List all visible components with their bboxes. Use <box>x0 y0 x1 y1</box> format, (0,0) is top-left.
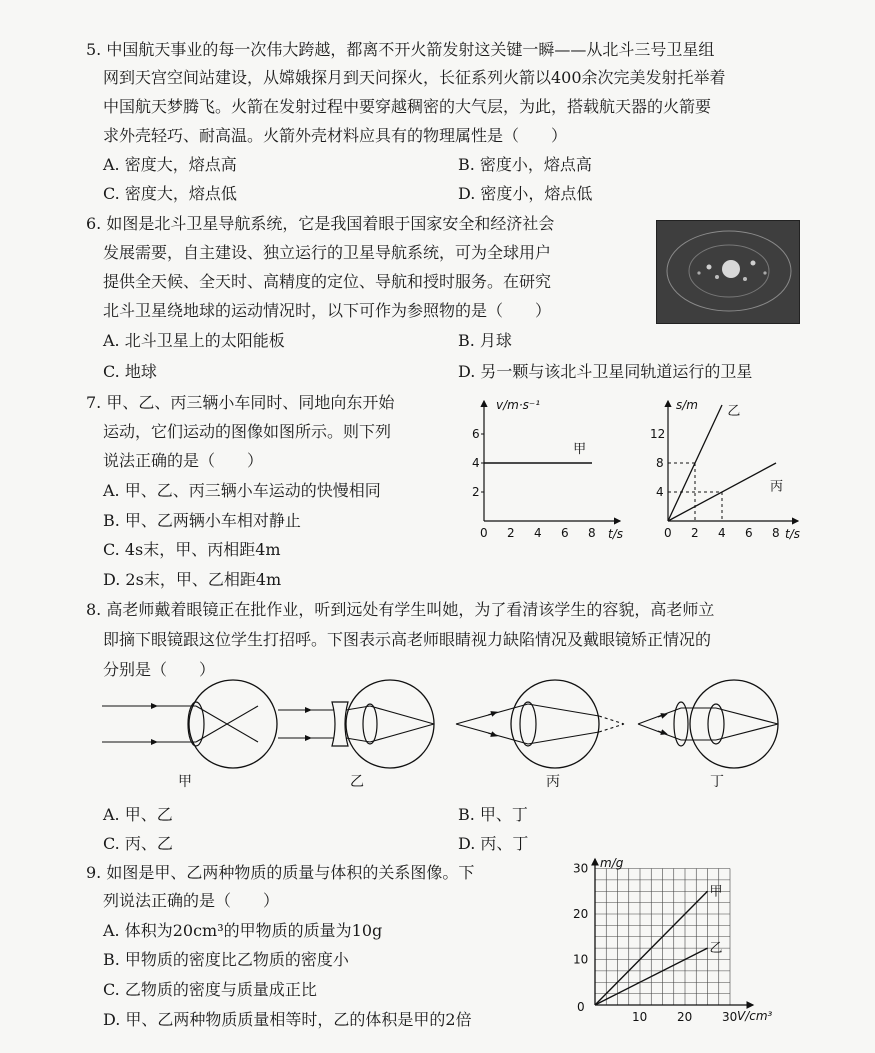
q8-line-1: 8. 高老师戴着眼镜正在批作业，听到远处有学生叫她，为了看清该学生的容貌，高老师立 <box>86 600 715 619</box>
vt-x-tick: 8 <box>588 526 596 540</box>
vt-ylabel: v/m·s⁻¹ <box>496 398 541 412</box>
st-series-label: 乙 <box>727 403 741 419</box>
vt-x-tick: 0 <box>480 526 488 540</box>
beidou-satellite-photo <box>656 220 800 324</box>
q7-line-3: 说法正确的是（ ） <box>103 451 264 470</box>
st-x-tick: 4 <box>718 526 726 540</box>
q6-option-b: B. 月球 <box>458 331 512 350</box>
vt-series-label: 甲 <box>573 442 587 457</box>
q5-line-1: 5. 中国航天事业的每一次伟大跨越，都离不开火箭发射这关键一瞬——从北斗三号卫星组 <box>86 40 715 59</box>
q8-option-a: A. 甲、乙 <box>103 805 173 824</box>
q8-line-2: 即摘下眼镜跟这位学生打招呼。下图表示高老师眼睛视力缺陷情况及戴眼镜矫正情况的 <box>103 630 712 649</box>
q8-line-3: 分别是（ ） <box>103 660 216 679</box>
q5-option-d: D. 密度小，熔点低 <box>458 184 593 203</box>
mv-y-tick: 30 <box>573 861 589 876</box>
q7-option-d: D. 2s末，甲、乙相距4m <box>103 570 282 589</box>
eye-diagram-jia <box>102 680 277 790</box>
st-y-tick: 8 <box>656 456 664 470</box>
vt-x-tick: 4 <box>534 526 542 540</box>
eye-label-yi: 乙 <box>350 774 364 790</box>
st-x-tick: 0 <box>664 526 672 540</box>
mv-chart <box>555 855 773 1030</box>
q7-option-a: A. 甲、乙、丙三辆小车运动的快慢相同 <box>103 481 381 500</box>
q8-option-c: C. 丙、乙 <box>103 834 173 853</box>
vt-y-tick: 6 <box>472 427 480 441</box>
q6-line-2: 发展需要，自主建设、独立运行的卫星导航系统，可为全球用户 <box>103 243 552 262</box>
eye-diagram-ding <box>638 680 778 790</box>
st-x-tick: 8 <box>772 526 780 540</box>
q7-line-1: 7. 甲、乙、丙三辆小车同时、同地向东开始 <box>86 393 395 412</box>
mv-x-tick: 10 <box>632 1010 648 1024</box>
q9-option-a: A. 体积为20cm³的甲物质的质量为10g <box>103 921 383 940</box>
eye-label-bing: 丙 <box>546 774 560 790</box>
vt-x-tick: 6 <box>561 526 569 540</box>
q5-line-3: 中国航天梦腾飞。火箭在发射过程中要穿越稠密的大气层，为此，搭载航天器的火箭要 <box>103 97 712 116</box>
mv-y-tick: 10 <box>573 952 589 967</box>
q6-option-a: A. 北斗卫星上的太阳能板 <box>103 331 285 350</box>
mv-x-tick: 30 <box>722 1010 738 1024</box>
eye-diagram-bing <box>456 680 624 790</box>
q6-line-1: 6. 如图是北斗卫星导航系统，它是我国着眼于国家安全和经济社会 <box>86 214 555 233</box>
st-y-tick: 4 <box>656 485 664 499</box>
q5-line-4: 求外壳轻巧、耐高温。火箭外壳材料应具有的物理属性是（ ） <box>103 126 568 145</box>
q7-option-c: C. 4s末，甲、丙相距4m <box>103 540 281 559</box>
eye-label-ding: 丁 <box>710 774 724 790</box>
eye-label-jia: 甲 <box>178 774 192 790</box>
eye-diagrams <box>98 682 818 792</box>
q8-option-d: D. 丙、丁 <box>458 834 529 853</box>
st-ylabel: s/m <box>676 398 698 412</box>
q9-option-c: C. 乙物质的密度与质量成正比 <box>103 980 317 999</box>
st-series-label: 丙 <box>770 479 784 495</box>
q5-option-b: B. 密度小，熔点高 <box>458 155 592 174</box>
q7-line-2: 运动，它们运动的图像如图所示。则下列 <box>103 422 392 441</box>
mv-x-tick: 20 <box>677 1010 693 1024</box>
mv-series-label: 甲 <box>709 884 723 900</box>
q5-option-a: A. 密度大，熔点高 <box>103 155 237 174</box>
q5-option-c: C. 密度大，熔点低 <box>103 184 237 203</box>
mv-xlabel: V/cm³ <box>737 1009 773 1023</box>
st-x-tick: 6 <box>745 526 753 540</box>
q6-option-d: D. 另一颗与该北斗卫星同轨道运行的卫星 <box>458 362 753 381</box>
q6-line-4: 北斗卫星绕地球的运动情况时，以下可作为参照物的是（ ） <box>103 301 552 320</box>
mv-y-tick: 20 <box>573 907 589 921</box>
vt-y-tick: 4 <box>472 456 480 470</box>
mv-origin: 0 <box>577 1000 585 1014</box>
q9-line-2: 列说法正确的是（ ） <box>103 891 280 910</box>
vt-xlabel: t/s <box>608 527 623 541</box>
st-y-tick: 12 <box>650 427 666 441</box>
vt-x-tick: 2 <box>507 526 515 540</box>
mv-ylabel: m/g <box>600 856 624 870</box>
q7-option-b: B. 甲、乙两辆小车相对静止 <box>103 511 301 530</box>
q9-option-d: D. 甲、乙两种物质质量相等时，乙的体积是甲的2倍 <box>103 1010 472 1029</box>
vt-chart <box>470 395 645 545</box>
q8-option-b: B. 甲、丁 <box>458 805 528 824</box>
st-chart <box>648 395 818 545</box>
q6-option-c: C. 地球 <box>103 362 157 381</box>
st-xlabel: t/s <box>785 527 800 541</box>
q9-line-1: 9. 如图是甲、乙两种物质的质量与体积的关系图像。下 <box>86 863 475 882</box>
st-x-tick: 2 <box>691 526 699 540</box>
q9-option-b: B. 甲物质的密度比乙物质的密度小 <box>103 950 349 969</box>
vt-y-tick: 2 <box>472 485 480 499</box>
mv-series-label: 乙 <box>709 941 723 957</box>
eye-diagram-yi <box>278 680 434 790</box>
q5-line-2: 网到天宫空间站建设，从嫦娥探月到天问探火，长征系列火箭以400余次完美发射托举着 <box>103 68 726 87</box>
q6-line-3: 提供全天候、全天时、高精度的定位、导航和授时服务。在研究 <box>103 272 552 291</box>
